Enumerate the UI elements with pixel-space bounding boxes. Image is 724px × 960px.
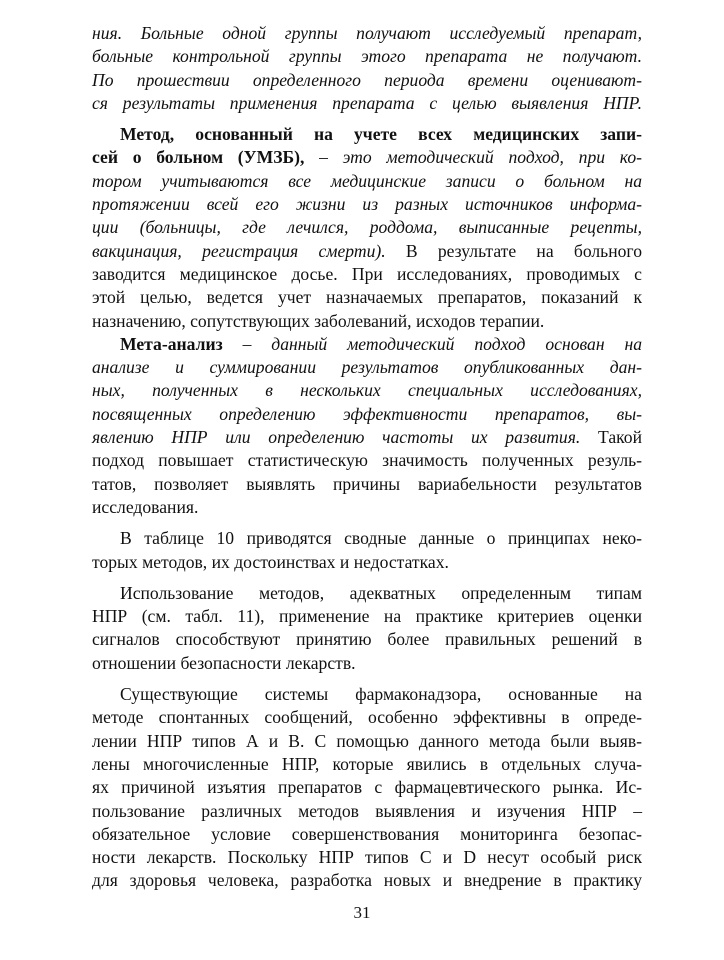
text-line <box>92 123 642 146</box>
text-line: ных, полученных в нескольких специальных исследованиях, <box>92 380 642 401</box>
text-line: Использование методов, адекватных определенным типам <box>120 582 642 603</box>
paragraph <box>92 527 642 574</box>
text-line: Мета-анализ – данный методический подход основан на <box>120 333 642 354</box>
text-line: ния. Больные одной группы получают исследуемый препарат, <box>92 23 642 43</box>
text-line: вакцинация, регистрация смерти). В результате на больного <box>92 240 642 261</box>
term-heading: Метод, основанный на учете всех медицинских запи- <box>120 124 642 145</box>
paragraph <box>92 333 642 519</box>
text-line: протяжении всей его жизни из разных источников информа- <box>92 194 642 215</box>
text-line: лены многочисленные НПР, которые явились в отдельных случа- <box>92 753 642 774</box>
page-body <box>92 22 642 893</box>
text-line: ции (больницы, где лечился, роддома, выписанные рецепты, <box>92 217 642 238</box>
term-heading: сей о больном (УМЗБ), <box>92 147 305 168</box>
paragraph <box>92 123 642 333</box>
text-line: ях причиной изъятия препаратов с фармацевтического рынка. Ис- <box>92 777 642 798</box>
text-line: НПР (см. табл. 11), применение на практике критериев оценки <box>92 606 642 627</box>
text-line: этой целью, ведется учет назначаемых препаратов, показаний к <box>92 287 642 308</box>
text-line: анализе и суммировании результатов опубликованных дан- <box>92 357 642 378</box>
text-line: больные контрольной группы этого препарата не получают. <box>92 46 642 67</box>
text-line: сигналов способствуют принятию более правильных решений в <box>92 629 642 650</box>
text-line: торых методов, их достоинствах и недостатках. <box>92 551 449 572</box>
text-line: По прошествии определенного периода времени оценивают- <box>92 69 642 90</box>
text-line: Существующие системы фармаконадзора, основанные на <box>120 684 642 705</box>
text-line: методе спонтанных сообщений, особенно эффективны в опреде- <box>92 707 642 728</box>
text-line: В таблице 10 приводятся сводные данные о принципах неко- <box>120 528 642 549</box>
page-number: 31 <box>353 903 371 922</box>
text-line: лении НПР типов А и В. С помощью данного метода были выяв- <box>92 730 642 751</box>
text-line: исследования. <box>92 496 199 517</box>
text-line: ся результаты применения препарата с целью выявления НПР. <box>92 92 642 113</box>
text-line: подход повышает статистическую значимость полученных резуль- <box>92 450 642 471</box>
text-line: для здоровья человека, разработка новых и внедрение в практику <box>92 870 642 891</box>
text-line: ности лекарств. Поскольку НПР типов С и D несут особый риск <box>92 847 642 868</box>
text-line: отношении безопасности лекарств. <box>92 652 356 673</box>
text-line: татов, позволяет выявлять причины вариабельности результатов <box>92 473 642 494</box>
text-line: заводится медицинское досье. При исследованиях, проводимых с <box>92 263 642 284</box>
text-line: тором учитываются все медицинские записи о больном на <box>92 170 642 191</box>
text-line: назначению, сопутствующих заболеваний, исходов терапии. <box>92 310 545 331</box>
paragraph <box>92 683 642 893</box>
text-line: сей о больном (УМЗБ), – это методический подход, при ко- <box>92 147 642 168</box>
paragraph <box>92 22 642 115</box>
text-line: посвященных определению эффективности препаратов, вы- <box>92 403 642 424</box>
text-line: пользование различных методов выявления и изучения НПР – <box>92 800 642 821</box>
text-line: явлению НПР или определению частоты их развития. Такой <box>92 427 642 448</box>
term-heading: Мета-анализ <box>120 333 223 354</box>
text-line: обязательное условие совершенствования мониторинга безопас- <box>92 823 642 844</box>
paragraph <box>92 582 642 675</box>
